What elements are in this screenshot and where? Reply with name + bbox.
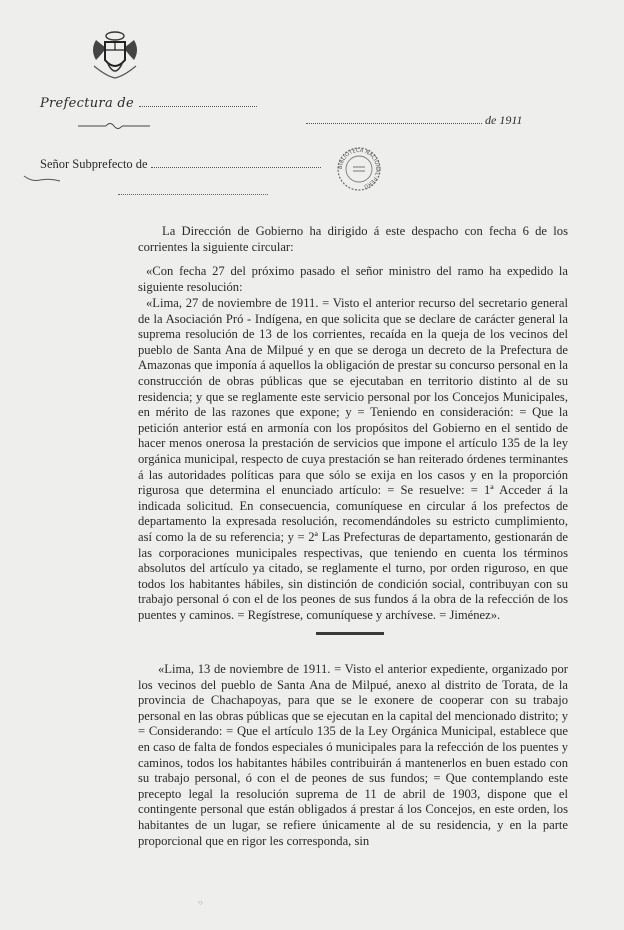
section-divider <box>316 632 384 635</box>
resolution-13-november-paragraph: «Lima, 13 de noviembre de 1911. = Visto el anterior expediente, organizado por los vecinos del pueblo de Santa Ana de Milpué, anexo al distrito de Torata, de la provincia de Chachapoyas, para que se le exonere de cooperar con su trabajo personal en las obras públicas que se ejecutan en la capital del mencionado distrito; y = Considerando: = Que el artículo 135 de la Ley Orgánica Municipal, establece que en caso de falta de fondos especiales ó municipales para la refección de los puentes y caminos, todos los habitantes hábiles contribuirán á mantenerlos en buen estado con su trabajo personal, ó con el de peones de sus fundos; = Que contemplando este precepto legal la resolución suprema de 11 de abril de 1903, dispone que el contingente personal que están obligados á prestar á los Concejos, en este orden, los habitantes de un lugar, se refiere únicamente al de su residencia, y en la parte proporcional que en rigor les corresponda, sin <box>138 662 568 848</box>
prefectura-blank <box>139 106 257 107</box>
subprefecto-blank <box>151 167 321 168</box>
resolution-27-november-paragraph: «Lima, 27 de noviembre de 1911. = Visto el anterior recurso del secretario general de la Asociación Pró - Indígena, en que solicita que se declare de carácter general la suprema resolución de 13 de los corrientes, recaída en la queja de los vecinos del pueblo de Santa Ana de Milpué y en que se deroga un decreto de la Prefectura de Amazonas que imponía á aquellos la obligación de prestar su concurso personal en la construcción de obras públicas que se ejecutaban en territorio distinto al de su residencia; y que se reglamente este servicio personal por los Concejos Municipales, en mérito de las razones que expone; y = Teniendo en consideración: = Que la petición anterior está en armonía con los propósitos del Gobierno en el sentido de hacer menos onerosa la prestación de servicios que impone el artículo 135 de la ley orgánica municipal, respecto de cuya prestación se han reiterado órdenes terminantes á las autoridades políticas para que sólo se exija en los casos y en la proporción rigurosa que determina el enunciado artículo: = Se resuelve: = 1ª Acceder á la indicada solicitud. En consecuencia, comuníquese en circular á los prefectos de departamento la expresada resolución, recomendándoles su estricto cumplimiento, así como la de su referencia; y = 2ª Las Prefecturas de departamento, gestionarán de las corporaciones municipales respectivas, que teniendo en cuenta los términos absolutos del artículo ya citado, se reglamente el turno, por orden riguroso, en que todos los habitantes hábiles, sin distinción de condición social, contribuyan con su trabajo personal ó con el de los peones de sus fundos á la obra de la refección de los puentes y caminos. = Regístrese, comuníquese y archívese. = Jiménez». <box>138 296 568 622</box>
resolution-intro-paragraph: «Con fecha 27 del próximo pasado el señor ministro del ramo ha expedido la siguiente resolución: <box>138 264 568 294</box>
prefectura-label: Prefectura de <box>40 96 135 111</box>
date-blank <box>306 123 482 124</box>
circular-intro-paragraph: La Dirección de Gobierno ha dirigido á este despacho con fecha 6 de los corrientes la siguiente circular: <box>138 224 568 254</box>
prefectura-field <box>40 96 257 111</box>
address-blank-line <box>118 194 268 195</box>
library-stamp-icon <box>336 146 382 192</box>
date-field <box>306 113 522 128</box>
subprefecto-label: Señor Subprefecto de <box>40 157 148 171</box>
date-suffix: de 1911 <box>485 113 523 127</box>
coat-of-arms-icon <box>86 26 144 84</box>
flourish-ornament-icon <box>78 121 150 131</box>
handwritten-mark-icon <box>22 172 62 186</box>
page-corner-mark: ○ <box>198 898 203 907</box>
stamp-text: BIBLIOTECA NACIONAL·PERÚ <box>337 147 381 190</box>
subprefecto-field <box>40 157 321 172</box>
